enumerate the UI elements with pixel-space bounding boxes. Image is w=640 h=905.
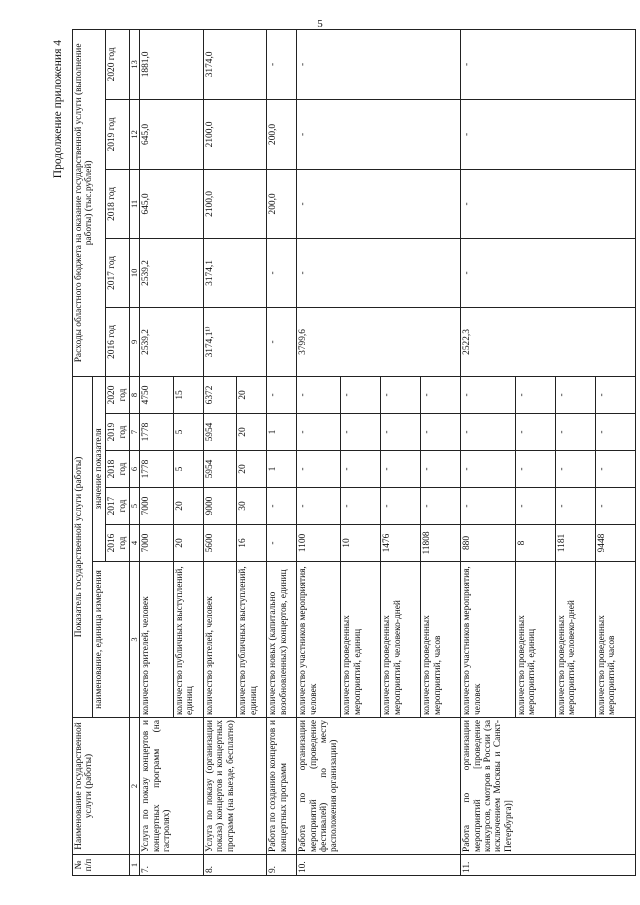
indicator-name: количество новых (капитально возобновленных) концертов, единиц [267, 562, 297, 718]
budget-value: 3174,1¹⁾ [203, 307, 237, 376]
table-row [595, 29, 635, 875]
service-name [595, 718, 635, 855]
column-number-row [130, 29, 140, 875]
header-budget-year: 2018 год [106, 169, 130, 238]
indicator-value: 5 [173, 451, 203, 488]
budget-value: - [297, 99, 341, 169]
indicator-value: - [421, 414, 461, 451]
budget-value [555, 238, 595, 307]
budget-value [595, 238, 635, 307]
service-name [555, 718, 595, 855]
indicator-value: - [461, 414, 515, 451]
budget-value [515, 238, 555, 307]
row-number [515, 855, 555, 876]
budget-value [341, 29, 381, 99]
row-number [237, 855, 267, 876]
column-number: 4 [130, 525, 140, 562]
header-service: Наименование государственной услуги (работы) [73, 718, 130, 855]
indicator-value: 1100 [297, 525, 341, 562]
budget-value: 2100,0 [203, 99, 237, 169]
table-row [297, 29, 341, 875]
indicator-value: 5954 [203, 414, 237, 451]
indicator-value: 1 [267, 451, 297, 488]
budget-value [381, 29, 421, 99]
indicator-value: - [461, 376, 515, 413]
indicator-name: количество проведенных мероприятий, часов [421, 562, 461, 718]
indicator-name: количество зрителей, человек [140, 562, 174, 718]
header-year: 2020 год [106, 376, 130, 413]
indicator-name: количество участников мероприятия, человек [297, 562, 341, 718]
budget-value [173, 238, 203, 307]
row-number [341, 855, 381, 876]
header-budget-year: 2016 год [106, 307, 130, 376]
table-row [173, 29, 203, 875]
budget-value [237, 307, 267, 376]
indicator-value: 20 [173, 488, 203, 525]
table-body [140, 29, 635, 875]
indicator-value: 15 [173, 376, 203, 413]
indicator-value: - [595, 414, 635, 451]
row-number [595, 855, 635, 876]
header-budget-year: 2020 год [106, 29, 130, 99]
header-year: 2017 год [106, 488, 130, 525]
budget-value: 2539,2 [140, 307, 174, 376]
budget-value [381, 307, 421, 376]
header-budget: Расходы областного бюджета на оказание государственной услуги (выполнение работы) (тыс.рублей) [73, 29, 106, 376]
service-name: Работа по организации мероприятий (проведение фестивалей) по месту расположения организации) [297, 718, 341, 855]
page-number: 5 [317, 18, 323, 30]
budget-table [72, 29, 636, 876]
indicator-value: 5600 [203, 525, 237, 562]
indicator-value: 20 [237, 376, 267, 413]
indicator-name: количество проведенных мероприятий, человеко-дней [555, 562, 595, 718]
budget-value: - [461, 169, 515, 238]
budget-value: 3799,6 [297, 307, 341, 376]
budget-value: 3174,1 [203, 238, 237, 307]
budget-value: - [297, 169, 341, 238]
service-name [173, 718, 203, 855]
header-num: № п/п [73, 855, 130, 876]
header-indicator: Показатель государственной услуги (работы) [73, 376, 93, 717]
budget-value: - [267, 238, 297, 307]
continuation-note: Продолжение приложения 4 [52, 40, 64, 179]
service-name [515, 718, 555, 855]
indicator-name: количество проведенных мероприятий, часов [595, 562, 635, 718]
indicator-value: - [381, 376, 421, 413]
service-name: Работа по организации мероприятий [проведение конкурсов, смотров в России (за исключением Москвы и Санкт-Петербурга)] [461, 718, 515, 855]
budget-value: 645,0 [140, 169, 174, 238]
row-number: 10. [297, 855, 341, 876]
indicator-value: 1778 [140, 414, 174, 451]
budget-value: 645,0 [140, 99, 174, 169]
indicator-value: - [297, 376, 341, 413]
budget-value [555, 29, 595, 99]
budget-value [341, 99, 381, 169]
column-number: 8 [130, 376, 140, 413]
indicator-value: - [381, 451, 421, 488]
indicator-value: 20 [237, 414, 267, 451]
indicator-value: 1476 [381, 525, 421, 562]
indicator-value: 6372 [203, 376, 237, 413]
row-number: 9. [267, 855, 297, 876]
budget-value [595, 307, 635, 376]
indicator-value: 9448 [595, 525, 635, 562]
service-name: Услуга по показу концертов и концертных программ (на гастролях) [140, 718, 174, 855]
budget-value: 200,0 [267, 169, 297, 238]
indicator-value: - [297, 414, 341, 451]
indicator-value: - [421, 451, 461, 488]
budget-value [515, 307, 555, 376]
indicator-value: 20 [237, 451, 267, 488]
budget-value [341, 169, 381, 238]
header-budget-year: 2019 год [106, 99, 130, 169]
indicator-value: 7000 [140, 525, 174, 562]
budget-value [555, 307, 595, 376]
indicator-value: 880 [461, 525, 515, 562]
indicator-value: 20 [173, 525, 203, 562]
column-number: 3 [130, 562, 140, 718]
indicator-name: количество проведенных мероприятий, единиц [341, 562, 381, 718]
indicator-name: количество публичных выступлений, единиц [237, 562, 267, 718]
indicator-name: количество проведенных мероприятий, единиц [515, 562, 555, 718]
budget-value [555, 99, 595, 169]
budget-value [421, 307, 461, 376]
indicator-value: 30 [237, 488, 267, 525]
rotated-page [50, 30, 640, 876]
budget-value: 2522,3 [461, 307, 515, 376]
indicator-name: количество публичных выступлений, единиц [173, 562, 203, 718]
column-number: 6 [130, 451, 140, 488]
budget-value [237, 238, 267, 307]
indicator-value: - [267, 488, 297, 525]
indicator-value: - [341, 376, 381, 413]
service-name [237, 718, 267, 855]
budget-value: 1881,0 [140, 29, 174, 99]
budget-value [381, 99, 421, 169]
budget-value: - [297, 238, 341, 307]
indicator-value: 1 [267, 414, 297, 451]
indicator-name: количество проведенных мероприятий, человеко-дней [381, 562, 421, 718]
table-row [203, 29, 237, 875]
budget-value: 3174,0 [203, 29, 237, 99]
table-row [381, 29, 421, 875]
header-indicator-value: значение показателя [93, 376, 106, 561]
budget-value [595, 99, 635, 169]
indicator-value: 1181 [555, 525, 595, 562]
indicator-value: - [267, 525, 297, 562]
budget-value [173, 29, 203, 99]
budget-value: - [461, 238, 515, 307]
budget-value [515, 99, 555, 169]
indicator-value: 16 [237, 525, 267, 562]
row-number [555, 855, 595, 876]
table-row [555, 29, 595, 875]
budget-value [237, 169, 267, 238]
row-number [421, 855, 461, 876]
service-name [421, 718, 461, 855]
indicator-value: 9000 [203, 488, 237, 525]
service-name [341, 718, 381, 855]
indicator-value: - [267, 376, 297, 413]
indicator-value: 11808 [421, 525, 461, 562]
column-number: 12 [130, 99, 140, 169]
header-budget-year: 2017 год [106, 238, 130, 307]
header-year: 2016 год [106, 525, 130, 562]
table-row [267, 29, 297, 875]
budget-value [555, 169, 595, 238]
indicator-value: 10 [341, 525, 381, 562]
indicator-value: 5954 [203, 451, 237, 488]
column-number: 13 [130, 29, 140, 99]
table-row [140, 29, 174, 875]
service-name: Услуга по показу (организации показа) концертов и концертных программ (на выезде, бесплатно) [203, 718, 237, 855]
indicator-value: - [515, 488, 555, 525]
budget-value [595, 169, 635, 238]
budget-value: - [267, 29, 297, 99]
indicator-value: - [341, 451, 381, 488]
table-row [421, 29, 461, 875]
budget-value [237, 29, 267, 99]
indicator-value: - [515, 414, 555, 451]
indicator-value: - [555, 488, 595, 525]
indicator-value: 1778 [140, 451, 174, 488]
budget-value [515, 169, 555, 238]
indicator-value: - [515, 376, 555, 413]
budget-value [341, 307, 381, 376]
indicator-value: 5 [173, 414, 203, 451]
indicator-value: - [381, 414, 421, 451]
indicator-value: - [297, 451, 341, 488]
indicator-value: - [555, 376, 595, 413]
column-number: 2 [130, 718, 140, 855]
indicator-value: - [595, 488, 635, 525]
row-number: 7. [140, 855, 174, 876]
budget-value: - [267, 307, 297, 376]
indicator-value: - [461, 451, 515, 488]
budget-value [381, 238, 421, 307]
budget-value [341, 238, 381, 307]
budget-value [595, 29, 635, 99]
indicator-value: - [461, 488, 515, 525]
budget-value [421, 99, 461, 169]
budget-value [421, 238, 461, 307]
indicator-value: - [421, 376, 461, 413]
budget-value: - [297, 29, 341, 99]
budget-value [173, 99, 203, 169]
budget-value [237, 99, 267, 169]
indicator-value: - [595, 376, 635, 413]
indicator-value: - [555, 451, 595, 488]
row-number: 11. [461, 855, 515, 876]
indicator-value: - [555, 414, 595, 451]
row-number: 8. [203, 855, 237, 876]
column-number: 1 [130, 855, 140, 876]
table-row [515, 29, 555, 875]
budget-value [421, 29, 461, 99]
column-number: 9 [130, 307, 140, 376]
indicator-value: 7000 [140, 488, 174, 525]
indicator-value: 4750 [140, 376, 174, 413]
column-number: 5 [130, 488, 140, 525]
budget-value: - [461, 99, 515, 169]
column-number: 7 [130, 414, 140, 451]
row-number [173, 855, 203, 876]
indicator-value: 8 [515, 525, 555, 562]
indicator-name: количество зрителей, человек [203, 562, 237, 718]
budget-value [173, 169, 203, 238]
header-indicator-name: наименование, единица измерения [93, 562, 130, 718]
indicator-value: - [381, 488, 421, 525]
table-row [237, 29, 267, 875]
indicator-value: - [421, 488, 461, 525]
table-row [461, 29, 515, 875]
budget-value: 2100,0 [203, 169, 237, 238]
budget-value: 200,0 [267, 99, 297, 169]
indicator-value: - [341, 414, 381, 451]
budget-value: 2539,2 [140, 238, 174, 307]
budget-value [515, 29, 555, 99]
service-name [381, 718, 421, 855]
column-number: 10 [130, 238, 140, 307]
indicator-name: количество участников мероприятия, человек [461, 562, 515, 718]
budget-value: - [461, 29, 515, 99]
table-row [341, 29, 381, 875]
budget-value [381, 169, 421, 238]
indicator-value: - [515, 451, 555, 488]
indicator-value: - [297, 488, 341, 525]
row-number [381, 855, 421, 876]
header-year: 2018 год [106, 451, 130, 488]
column-number: 11 [130, 169, 140, 238]
indicator-value: - [595, 451, 635, 488]
service-name: Работа по созданию концертов и концертных программ [267, 718, 297, 855]
budget-value [173, 307, 203, 376]
budget-value [421, 169, 461, 238]
header-year: 2019 год [106, 414, 130, 451]
indicator-value: - [341, 488, 381, 525]
